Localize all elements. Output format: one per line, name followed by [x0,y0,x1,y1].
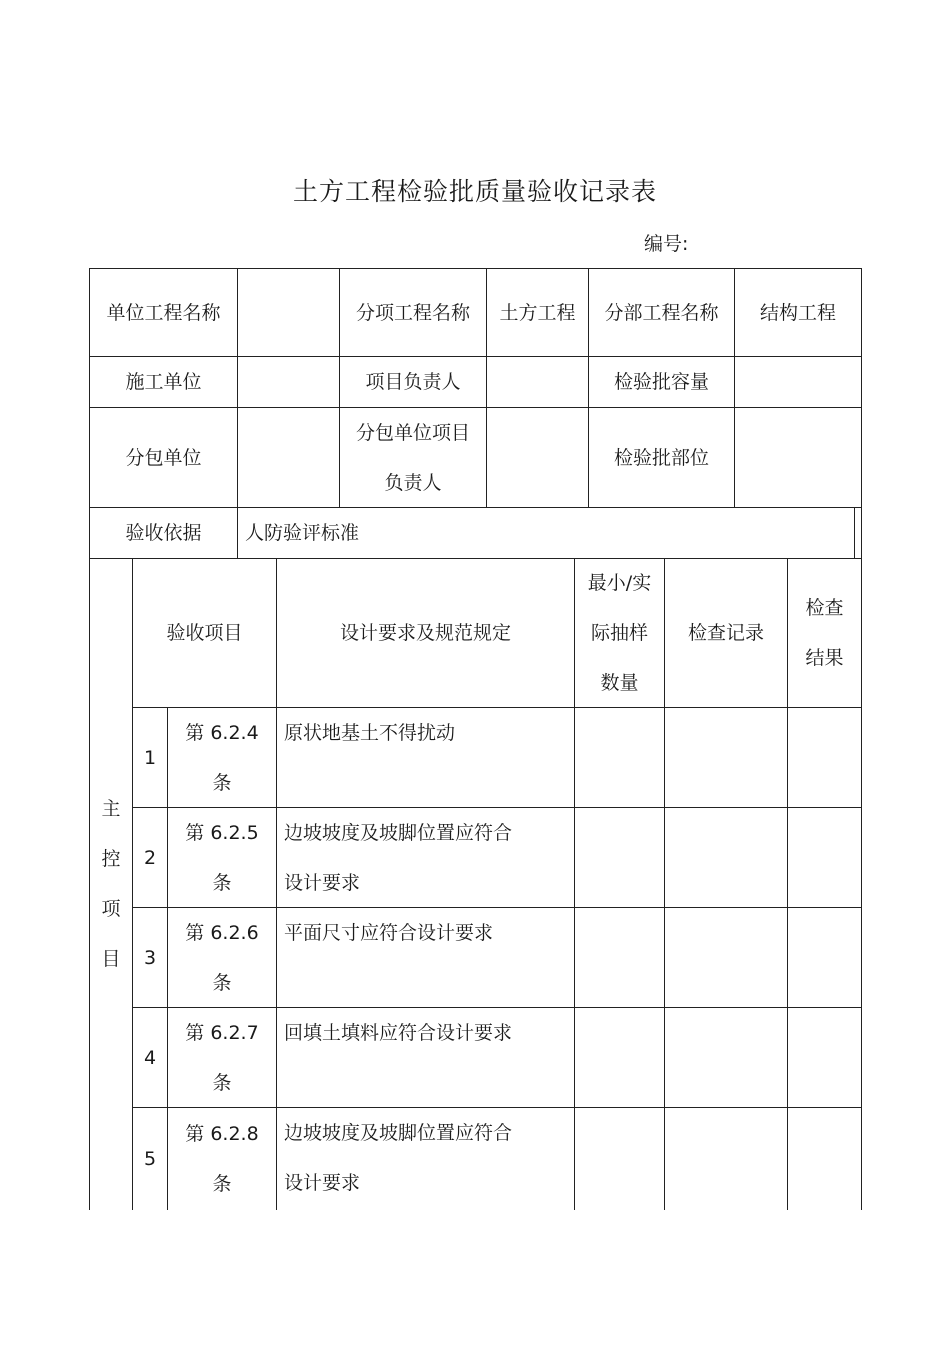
row-requirement [277,1108,575,1210]
project-leader-label: 项目负责人 [340,357,487,408]
row-code-line1: 第 6.2.8 [185,1123,259,1145]
sub-item-label: 分项工程名称 [340,269,487,357]
col-sample-header [575,558,665,708]
row-code-line2: 条 [212,771,232,794]
row-number-text: 3 [143,946,157,969]
col-requirement-header: 设计要求及规范规定 [277,558,575,708]
row-number [133,908,168,1008]
row-sample [575,1108,665,1210]
batch-capacity-value [735,357,862,408]
row-code-line1: 第 6.2.4 [185,721,259,744]
row-requirement [277,908,575,1008]
division-label: 分部工程名称 [589,269,735,357]
row-number [133,1108,168,1210]
subcontract-unit-value [238,408,340,508]
row-requirement-line1: 原状地基土不得扰动 [284,722,456,744]
code-label: 编号: [644,233,689,255]
basis-right-border-outer [861,508,862,559]
subcontract-leader-label-line2: 负责人 [384,471,442,494]
col-sample-line2: 际抽样 [590,621,648,644]
row-record [665,908,788,1008]
col-sample-line3: 数量 [600,671,639,694]
row-code-line1: 第 6.2.5 [185,821,259,844]
row-result [788,908,862,1008]
main-control-char-4: 目 [101,948,121,970]
row-code [168,708,277,808]
main-control-char-3: 项 [101,898,121,920]
row-number-text: 2 [143,846,157,869]
col-result-line2: 结果 [805,646,844,669]
basis-label: 验收依据 [90,508,238,559]
batch-part-label: 检验批部位 [589,408,735,508]
construction-unit-label: 施工单位 [90,357,238,408]
main-control-char-2: 控 [101,848,121,870]
sub-item-value: 土方工程 [487,269,589,357]
row-requirement-line2: 设计要求 [284,872,361,894]
row-record [665,808,788,908]
row-number-text: 4 [143,1046,157,1069]
row-requirement [277,1008,575,1108]
col-result-line1: 检查 [805,596,844,619]
row-code [168,808,277,908]
subcontract-leader-label [340,408,487,508]
row-requirement [277,808,575,908]
row-code [168,908,277,1008]
row-requirement-line1: 回填土填料应符合设计要求 [284,1022,513,1044]
row-result [788,1108,862,1210]
row-result [788,1008,862,1108]
main-control-label [90,558,133,1210]
row-requirement-line2: 设计要求 [284,1172,361,1194]
project-leader-value [487,357,589,408]
division-value: 结构工程 [735,269,862,357]
row-requirement [277,708,575,808]
col-item-header: 验收项目 [133,558,277,708]
items-table [89,558,862,1210]
row-result [788,808,862,908]
unit-project-value [238,269,340,357]
row-number [133,808,168,908]
basis-right-border [854,508,855,559]
row-result [788,708,862,808]
row-requirement-line1: 边坡坡度及坡脚位置应符合 [284,1122,513,1144]
row-number-text: 1 [143,746,157,769]
construction-unit-value [238,357,340,408]
main-control-char-1: 主 [101,798,121,820]
row-code-line1: 第 6.2.6 [185,921,259,944]
row-code-line2: 条 [212,1173,232,1195]
basis-value: 人防验评标准 [238,508,862,559]
row-number [133,1008,168,1108]
row-sample [575,908,665,1008]
col-result-header [788,558,862,708]
row-code-line2: 条 [212,1071,232,1094]
row-code [168,1108,277,1210]
row-record [665,1108,788,1210]
document-title: 土方工程检验批质量验收记录表 [292,177,657,206]
row-code-line2: 条 [212,971,232,994]
row-record [665,1008,788,1108]
row-sample [575,708,665,808]
subcontract-leader-label-line1: 分包单位项目 [355,421,470,444]
row-code-line1: 第 6.2.7 [185,1021,259,1044]
col-sample-line1: 最小/实 [587,571,652,594]
row-sample [575,1008,665,1108]
row-number [133,708,168,808]
row-record [665,708,788,808]
subcontract-unit-label: 分包单位 [90,408,238,508]
row-requirement-line1: 边坡坡度及坡脚位置应符合 [284,822,513,844]
row-sample [575,808,665,908]
row-number-text: 5 [143,1148,157,1170]
batch-capacity-label: 检验批容量 [589,357,735,408]
header-table [89,268,862,559]
row-code [168,1008,277,1108]
col-record-header: 检查记录 [665,558,788,708]
unit-project-label: 单位工程名称 [90,269,238,357]
row-code-line2: 条 [212,871,232,894]
row-requirement-line1: 平面尺寸应符合设计要求 [284,922,494,944]
batch-part-value [735,408,862,508]
subcontract-leader-value [487,408,589,508]
